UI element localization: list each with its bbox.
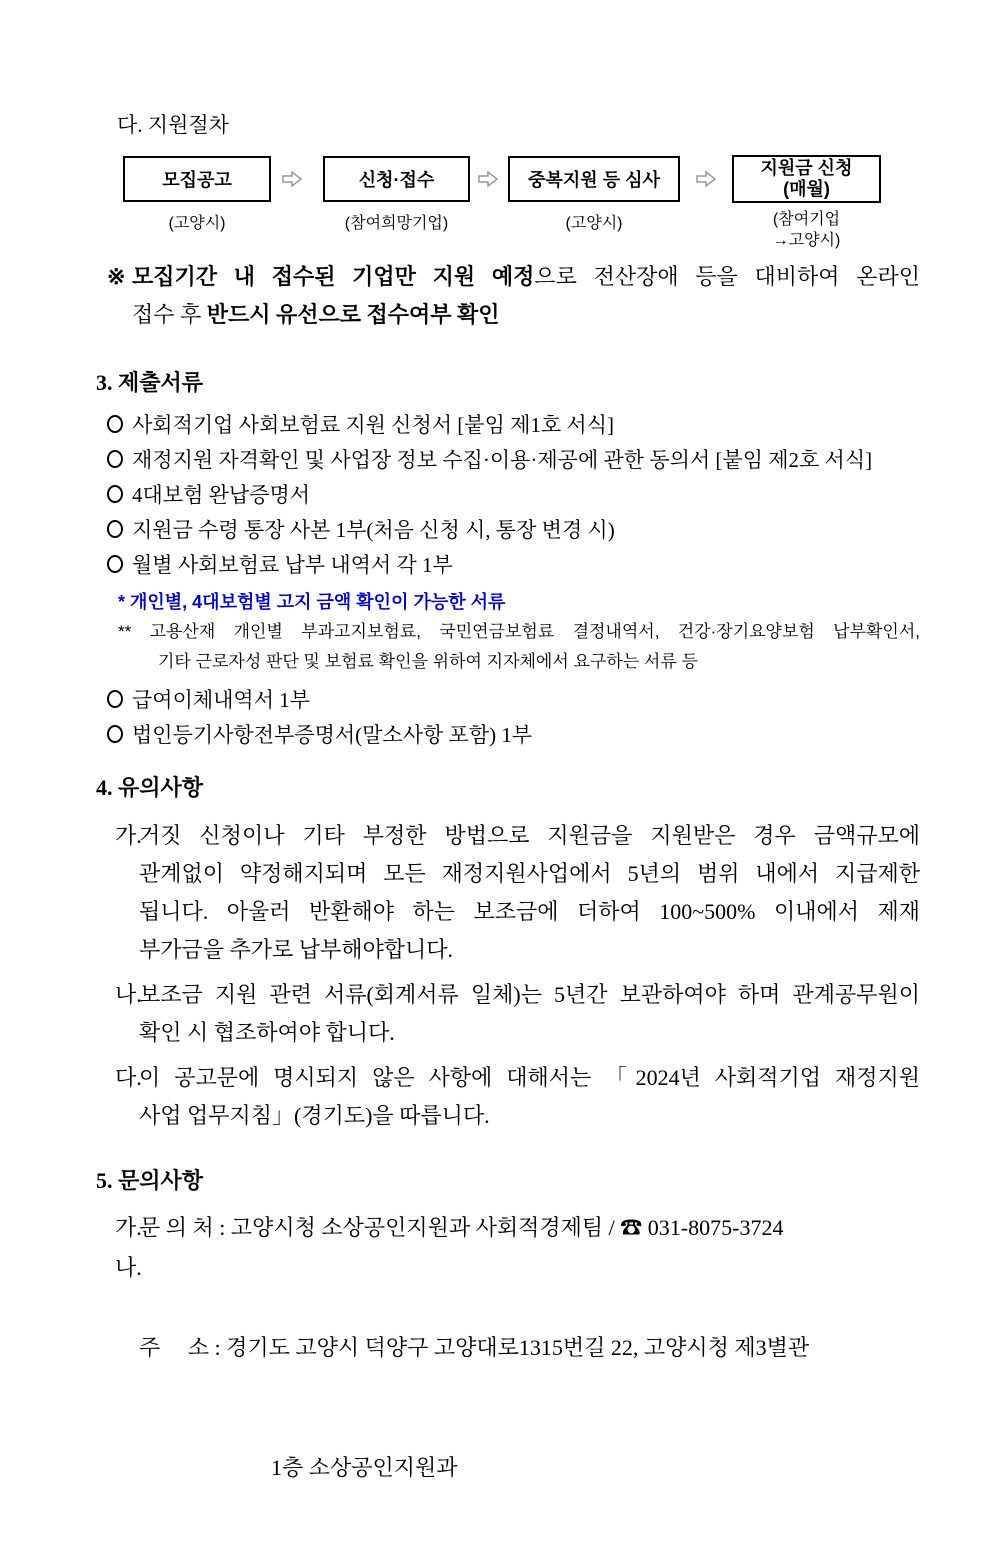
flow-step-label: (매월) (783, 179, 830, 199)
right-arrow-icon (477, 169, 499, 189)
double-star-footnote-line: 기타 근로자성 판단 및 보험료 확인을 위하여 지자체에서 요구하는 서류 등 (158, 652, 698, 671)
flow-step-actor: (참여기업 →고양시) (772, 211, 841, 249)
list-item: 재정지원 자격확인 및 사업장 정보 수집·이용·제공에 관한 동의서 [붙임 제2호 서식] (96, 443, 920, 478)
section-heading: 3. 제출서류 (96, 370, 204, 395)
contact-text: 문 의 처 : 고양시청 소상공인지원과 사회적경제팀 / ☎ 031-8075-3724 (139, 1215, 784, 1240)
address-row (96, 1248, 920, 1568)
flow-step-box-recruitment (123, 156, 271, 202)
section-submission-documents (96, 370, 920, 753)
phone-number: 031-8075-3724 (642, 1215, 784, 1240)
circle-bullet-icon (107, 725, 123, 743)
list-item: 사회적기업 사회보험료 지원 신청서 [붙임 제1호 서식] (96, 408, 920, 443)
item-text: 이 공고문에 명시되지 않은 사항에 대해서는 「2024년 사회적기업 재정지원 사업 업무지침」(경기도)을 따릅니다. (139, 1065, 920, 1128)
flow-step-actor: (고양시) (565, 215, 623, 232)
item-label: 나. (115, 982, 142, 1007)
circle-bullet-icon (107, 520, 123, 538)
flow-step-label: 모집공고 (162, 170, 232, 190)
reference-mark-icon: ※ (107, 264, 126, 289)
circle-bullet-icon (107, 450, 123, 468)
flow-step-box-review (508, 156, 680, 202)
flow-step-box-application (323, 156, 470, 202)
circle-bullet-icon (107, 555, 123, 573)
list-item: 법인등기사항전부증명서(말소사항 포함) 1부 (96, 718, 920, 753)
notice-line: ※ 모집기간 내 접수된 기업만 지원 예정으로 전산장애 등을 대비하여 온라인 (107, 258, 920, 296)
circle-bullet-icon (107, 690, 123, 708)
star-footnote: * 개인별, 4대보험별 고지 금액 확인이 가능한 서류 (118, 592, 506, 612)
section-inquiries (96, 1168, 920, 1568)
flow-step-actor: (고양시) (168, 215, 226, 232)
list-item: 월별 사회보험료 납부 내역서 각 1부 (96, 548, 920, 583)
item-text: 보조금 지원 관련 서류(회계서류 일체)는 5년간 보관하여야 하며 관계공무원이 확인 시 협조하여야 합니다. (139, 982, 920, 1045)
flow-step-box-request (732, 155, 881, 203)
flow-step-label: 신청·접수 (358, 170, 435, 190)
flow-step-label: 지원금 신청 (760, 158, 853, 178)
list-item: 급여이체내역서 1부 (96, 683, 920, 718)
list-item: 4대보험 완납증명서 (96, 478, 920, 513)
item-label: 다. (115, 1065, 142, 1090)
notice-line: 접수 후 반드시 유선으로 접수여부 확인 (132, 302, 500, 327)
right-arrow-icon (695, 169, 717, 189)
section-precautions (96, 775, 920, 1142)
double-star-footnote-line: ** 고용산재 개인별 부과고지보험료, 국민연금보험료 결정내역서, 건강·장기요양보험 납부확인서, (118, 622, 920, 641)
item-label: 가. (115, 1215, 142, 1240)
precaution-item (96, 976, 920, 1052)
contact-row (96, 1208, 920, 1248)
item-label: 나. (115, 1255, 142, 1280)
procedure-heading: 다. 지원절차 (117, 113, 229, 137)
list-item: 지원금 수령 통장 사본 1부(처음 신청 시, 통장 변경 시) (96, 513, 920, 548)
online-receipt-notice (107, 258, 920, 334)
item-text: 거짓 신청이나 기타 부정한 방법으로 지원금을 지원받은 경우 금액규모에 관계없이 약정해지되며 모든 재정지원사업에서 5년의 범위 내에서 지급제한 됩니다. 아울러 반환해야 하는 보조금에 더하여 100~500% 이내에서 제재 부가금을 추가로 납부해야합니다. (139, 823, 920, 962)
section-heading: 4. 유의사항 (96, 775, 204, 800)
section-heading: 5. 문의사항 (96, 1168, 204, 1193)
item-label: 가. (115, 823, 142, 848)
precaution-item (96, 1059, 920, 1135)
flow-step-actor: (참여희망기업) (344, 215, 449, 232)
circle-bullet-icon (107, 485, 123, 503)
right-arrow-icon (281, 169, 303, 189)
circle-bullet-icon (107, 415, 123, 433)
procedure-flowchart (0, 156, 992, 266)
phone-icon: ☎ (620, 1215, 643, 1240)
address-text: 주 소 : 경기도 고양시 덕양구 고양대로1315번길 22, 고양시청 제3별관 1층 소상공인지원과 (139, 1335, 810, 1480)
flow-step-label: 중복지원 등 심사 (528, 170, 660, 190)
precaution-item (96, 817, 920, 969)
